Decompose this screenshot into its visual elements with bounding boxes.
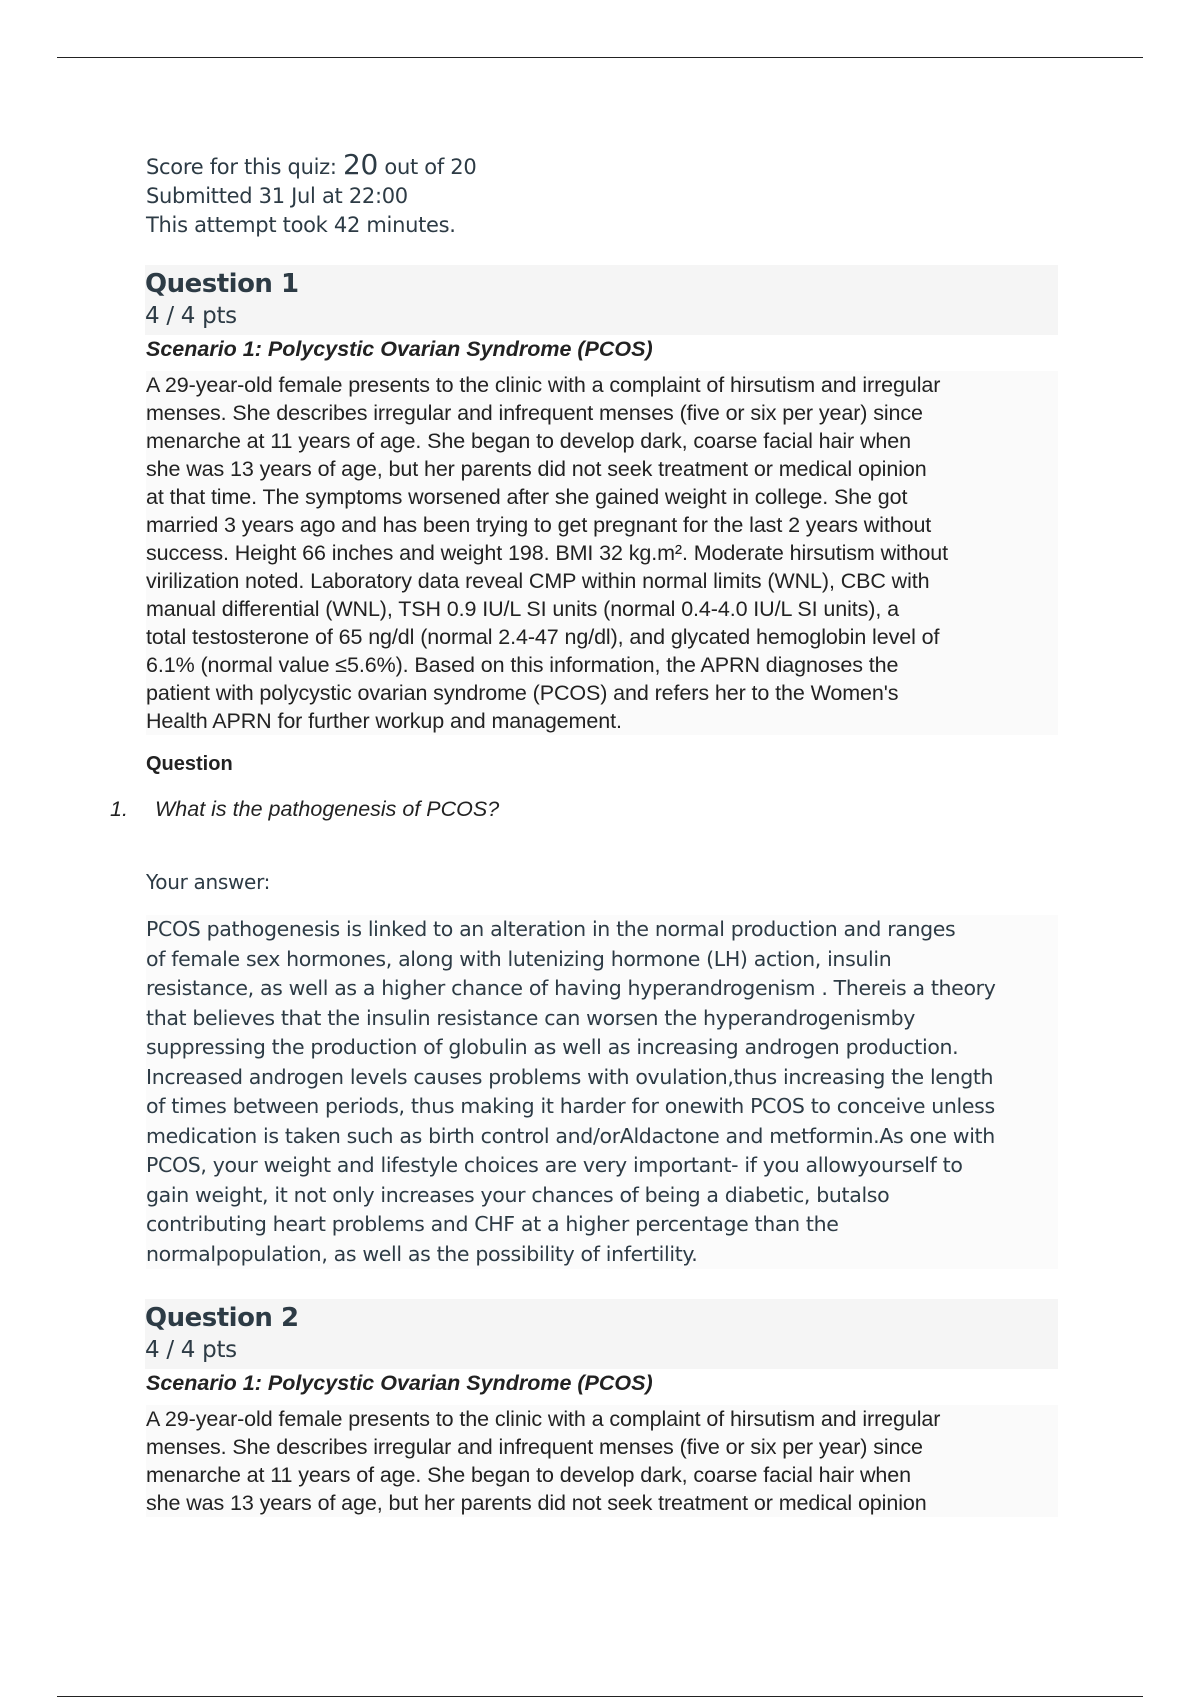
scenario-line: success. Height 66 inches and weight 198. BMI 32 kg.m². Moderate hirsutism without: [146, 541, 949, 565]
score-total: out of 20: [384, 155, 477, 179]
question-item-text: What is the pathogenesis of PCOS?: [155, 797, 500, 821]
scenario-line: 6.1% (normal value ≤5.6%). Based on this information, the APRN diagnoses the: [146, 653, 899, 677]
answer-line: medication is taken such as birth control and/orAldactone and metformin.As one with: [146, 1123, 995, 1148]
scenario-line: she was 13 years of age, but her parents did not seek treatment or medical opinion: [146, 457, 927, 481]
scenario-line: menarche at 11 years of age. She began to develop dark, coarse facial hair when: [146, 429, 911, 453]
scenario-line: A 29-year-old female presents to the clinic with a complaint of hirsutism and irregular: [146, 1407, 941, 1431]
question-block: [146, 1299, 1058, 1517]
question-item: [110, 795, 1058, 823]
answer-line: suppressing the production of globulin as well as increasing androgen production.: [146, 1035, 959, 1059]
answer-line: that believes that the insulin resistance can worsen the hyperandrogenismby: [146, 1005, 916, 1030]
quiz-results: [110, 148, 1058, 1517]
top-rule: [57, 57, 1143, 58]
score-value: 20: [343, 148, 379, 181]
quiz-summary: [146, 150, 1058, 240]
scenario-line: menses. She describes irregular and infrequent menses (five or six per year) since: [146, 401, 923, 425]
scenario-line: manual differential (WNL), TSH 0.9 IU/L SI units (normal 0.4-4.0 IU/L SI units), a: [146, 597, 899, 621]
answer-line: gain weight, it not only increases your chances of being a diabetic, butalso: [146, 1182, 890, 1207]
answer-line: contributing heart problems and CHF at a higher percentage than the: [146, 1212, 839, 1236]
answer-line: of times between periods, thus making it harder for onewith PCOS to conceive unless: [146, 1094, 995, 1118]
answer-line: PCOS pathogenesis is linked to an alteration in the normal production and ranges: [146, 917, 956, 941]
scenario-line: menses. She describes irregular and infrequent menses (five or six per year) since: [146, 1435, 923, 1459]
question-title: Question 2: [145, 1303, 299, 1333]
scenario-line: total testosterone of 65 ng/dl (normal 2.4-47 ng/dl), and glycated hemoglobin level of: [146, 625, 940, 649]
scenario-line: patient with polycystic ovarian syndrome (PCOS) and refers her to the Women's: [146, 681, 899, 705]
score-label: Score for this quiz:: [146, 155, 337, 179]
answer-text: [146, 915, 1058, 1269]
scenario-line: married 3 years ago and has been trying to get pregnant for the last 2 years without: [146, 513, 932, 537]
scenario-line: menarche at 11 years of age. She began to develop dark, coarse facial hair when: [146, 1463, 911, 1487]
scenario-line: Health APRN for further workup and management.: [146, 709, 622, 733]
scenario-line: at that time. The symptoms worsened after she gained weight in college. She got: [146, 485, 908, 509]
bottom-rule: [57, 1696, 1143, 1697]
answer-line: resistance, as well as a higher chance of having hyperandrogenism . Thereis a theory: [146, 976, 996, 1000]
question-points: 4 / 4 pts: [145, 303, 237, 329]
question-title: Question 1: [145, 269, 299, 299]
answer-line: of female sex hormones, along with lutenizing hormone (LH) action, insulin: [146, 946, 892, 971]
question-points: 4 / 4 pts: [145, 1337, 237, 1363]
answer-label: Your answer:: [146, 870, 271, 894]
scenario-title: Scenario 1: Polycystic Ovarian Syndrome (PCOS): [146, 1371, 653, 1395]
scenario-line: A 29-year-old female presents to the clinic with a complaint of hirsutism and irregular: [146, 373, 941, 397]
scenario-line: she was 13 years of age, but her parents did not seek treatment or medical opinion: [146, 1491, 927, 1515]
scenario-text: [146, 371, 1058, 735]
scenario-text: [146, 1405, 1058, 1517]
submitted-time: Submitted 31 Jul at 22:00: [146, 184, 408, 208]
question-header: [145, 1299, 1058, 1369]
scenario-title: Scenario 1: Polycystic Ovarian Syndrome (PCOS): [146, 337, 653, 361]
question-item-number: 1.: [110, 797, 128, 821]
answer-line: PCOS, your weight and lifestyle choices are very important- if you allowyourself to: [146, 1153, 963, 1177]
attempt-duration: This attempt took 42 minutes.: [146, 213, 456, 237]
question-label: Question: [146, 753, 233, 775]
answer-line: normalpopulation, as well as the possibility of infertility.: [146, 1241, 698, 1266]
question-block: [110, 265, 1058, 1269]
score-line: [146, 150, 1058, 182]
scenario-line: virilization noted. Laboratory data reveal CMP within normal limits (WNL), CBC with: [146, 569, 930, 593]
question-header: [145, 265, 1058, 335]
answer-line: Increased androgen levels causes problems with ovulation,thus increasing the length: [146, 1064, 994, 1089]
